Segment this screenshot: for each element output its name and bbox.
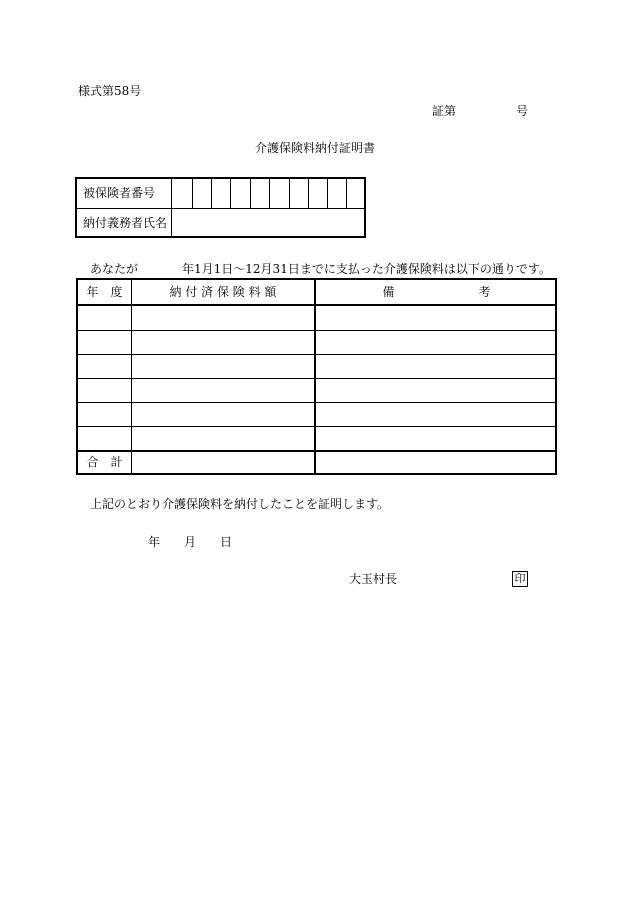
year-label: 年	[148, 535, 161, 549]
payer-name-label: 納付義務者氏名	[77, 209, 172, 238]
row-divider	[78, 402, 555, 403]
certificate-number-prefix: 証第	[432, 104, 457, 118]
seal-mark: 印	[512, 571, 528, 587]
insured-number-label: 被保険者番号	[77, 179, 172, 208]
insured-number-row	[77, 179, 364, 209]
header-year: 年 度	[86, 285, 123, 299]
row-divider	[78, 378, 555, 379]
digit-cell[interactable]	[211, 179, 212, 208]
header-amount: 納 付 済 保 険 料 額	[169, 285, 277, 299]
day-label: 日	[220, 535, 233, 549]
row-divider	[78, 354, 555, 355]
payment-statement	[90, 262, 551, 276]
payer-name-row	[77, 209, 364, 238]
document-title: 介護保険料納付証明書	[254, 141, 375, 155]
payment-table	[76, 278, 557, 475]
digit-cell[interactable]	[327, 179, 328, 208]
statement-lead: あなたが	[90, 262, 139, 276]
total-divider	[78, 450, 555, 452]
row-divider	[78, 330, 555, 331]
header-remarks: 備 考	[382, 285, 491, 299]
column-divider	[131, 280, 132, 473]
digit-cell[interactable]	[192, 179, 193, 208]
digit-cell[interactable]	[269, 179, 270, 208]
certification-text: 上記のとおり介護保険料を納付したことを証明します。	[90, 497, 390, 511]
digit-cell[interactable]	[289, 179, 290, 208]
form-number: 様式第58号	[78, 84, 142, 98]
column-divider	[314, 280, 316, 473]
issuer-name: 大玉村長	[349, 572, 398, 586]
row-divider	[78, 426, 555, 427]
payer-name-field[interactable]	[173, 209, 364, 238]
total-label: 合 計	[86, 455, 123, 469]
digit-cell[interactable]	[250, 179, 251, 208]
insured-info-box	[75, 177, 366, 238]
month-label: 月	[184, 535, 197, 549]
certificate-number-suffix: 号	[516, 104, 529, 118]
digit-cell[interactable]	[230, 179, 231, 208]
header-divider	[78, 304, 555, 306]
digit-cell[interactable]	[346, 179, 347, 208]
digit-cell[interactable]	[308, 179, 309, 208]
date-line	[148, 535, 232, 549]
statement-period: 年1月1日～12月31日までに支払った介護保険料は以下の通りです。	[182, 262, 551, 276]
